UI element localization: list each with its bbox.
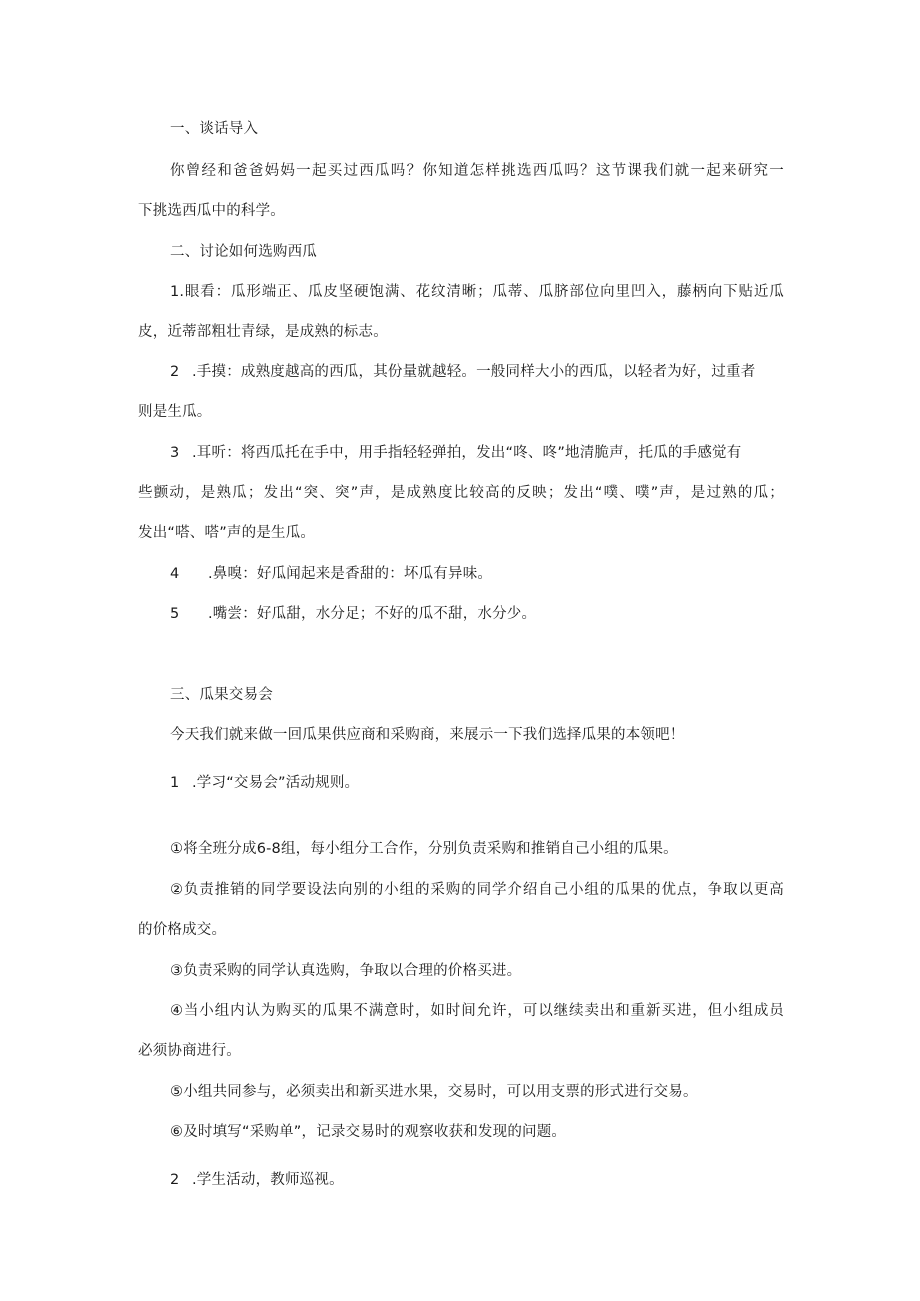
section1-paragraph-line2: 下挑选西瓜中的科学。 bbox=[138, 203, 285, 219]
item5-number: 5 bbox=[170, 606, 180, 622]
rule-6: ⑥及时填写“采购单”，记录交易时的观察收获和发现的问题。 bbox=[170, 1124, 567, 1140]
rule-5: ⑤小组共同参与，必须卖出和新买进水果，交易时，可以用支票的形式进行交易。 bbox=[170, 1084, 698, 1100]
section3-heading: 三、瓜果交易会 bbox=[170, 687, 273, 703]
rule-1: ①将全班分成6-8组，每小组分工合作，分别负责采购和推销自己小组的瓜果。 bbox=[170, 841, 678, 857]
step2-text: .学生活动，教师巡视。 bbox=[192, 1172, 344, 1188]
step2-number: 2 bbox=[170, 1172, 180, 1188]
item1-line1: 1.眼看：瓜形端正、瓜皮坚硬饱满、花纹清晰；瓜蒂、瓜脐部位向里凹入，藤柄向下贴近瓜 bbox=[170, 284, 784, 300]
rule-4-line1: ④当小组内认为购买的瓜果不满意时，如时间允许，可以继续卖出和重新买进，但小组成员 bbox=[170, 1003, 784, 1019]
section2-heading: 二、讨论如何选购西瓜 bbox=[170, 244, 317, 260]
item3-line3: 发出“嗒、嗒”声的是生瓜。 bbox=[138, 525, 316, 541]
item2-line2: 则是生瓜。 bbox=[138, 404, 212, 420]
item4-number: 4 bbox=[170, 566, 180, 582]
item3-text: .耳听：将西瓜托在手中，用手指轻轻弹拍，发出“咚、咚”地清脆声，托瓜的手感觉有 bbox=[192, 445, 742, 461]
step1-number: 1 bbox=[170, 775, 180, 791]
item4 bbox=[170, 564, 492, 584]
step1-text: .学习“交易会”活动规则。 bbox=[192, 775, 360, 791]
step2 bbox=[170, 1170, 344, 1190]
item3-number: 3 bbox=[170, 445, 180, 461]
item2-number: 2 bbox=[170, 364, 180, 380]
item5 bbox=[170, 604, 536, 624]
item2-line1 bbox=[170, 362, 755, 382]
section1-paragraph-line1: 你曾经和爸爸妈妈一起买过西瓜吗？你知道怎样挑选西瓜吗？这节课我们就一起来研究一 bbox=[170, 163, 784, 179]
item3-line2: 些颤动，是熟瓜；发出“突、突”声，是成熟度比较高的反映；发出“噗、噗”声，是过熟的瓜； bbox=[138, 485, 784, 501]
item5-text: .嘴尝：好瓜甜，水分足；不好的瓜不甜，水分少。 bbox=[208, 606, 537, 622]
rule-2-line1: ②负责推销的同学要设法向别的小组的采购的同学介绍自己小组的瓜果的优点，争取以更高 bbox=[170, 882, 784, 898]
rule-4-line2: 必须协商进行。 bbox=[138, 1043, 241, 1059]
item2-text: .手摸：成熟度越高的西瓜，其份量就越轻。一般同样大小的西瓜，以轻者为好，过重者 bbox=[192, 364, 756, 380]
rule-2-line2: 的价格成交。 bbox=[138, 922, 227, 938]
section1-heading: 一、谈话导入 bbox=[170, 121, 259, 137]
item3-line1 bbox=[170, 443, 741, 463]
rule-3: ③负责采购的同学认真选购，争取以合理的价格买进。 bbox=[170, 963, 522, 979]
step1 bbox=[170, 773, 359, 793]
item1-line2: 皮，近蒂部粗壮青绿，是成熟的标志。 bbox=[138, 324, 388, 340]
section3-intro: 今天我们就来做一回瓜果供应商和采购商，来展示一下我们选择瓜果的本领吧！ bbox=[170, 727, 685, 743]
item4-text: .鼻嗅：好瓜闻起来是香甜的：坏瓜有异味。 bbox=[208, 566, 493, 582]
